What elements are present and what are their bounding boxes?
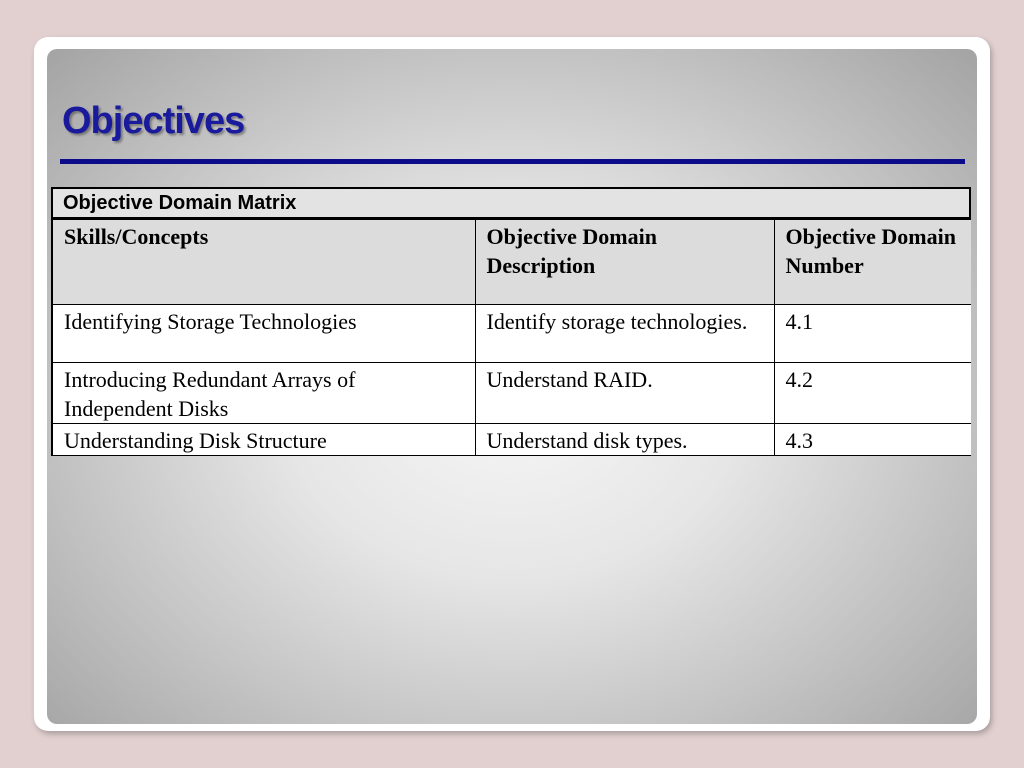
- title-underline: [60, 159, 965, 164]
- table-row: [52, 363, 971, 424]
- objective-domain-matrix: [51, 187, 971, 456]
- cell-skill: Introducing Redundant Arrays of Independent Disks: [52, 363, 475, 424]
- header-domain-number: Objective Domain Number: [774, 220, 971, 305]
- matrix-table: [51, 219, 971, 456]
- table-row: [52, 305, 971, 363]
- cell-number: 4.2: [774, 363, 971, 424]
- cell-description: Identify storage technologies.: [475, 305, 774, 363]
- cell-description: Understand RAID.: [475, 363, 774, 424]
- slide: [47, 49, 977, 724]
- header-skills-concepts: Skills/Concepts: [52, 220, 475, 305]
- slide-title: Objectives: [62, 100, 245, 142]
- cell-description: Understand disk types.: [475, 424, 774, 456]
- cell-number: 4.1: [774, 305, 971, 363]
- cell-number: 4.3: [774, 424, 971, 456]
- header-row: [52, 220, 971, 305]
- cell-skill: Understanding Disk Structure: [52, 424, 475, 456]
- matrix-caption: Objective Domain Matrix: [51, 187, 971, 219]
- cell-skill: Identifying Storage Technologies: [52, 305, 475, 363]
- table-row: [52, 424, 971, 456]
- header-domain-description: Objective Domain Description: [475, 220, 774, 305]
